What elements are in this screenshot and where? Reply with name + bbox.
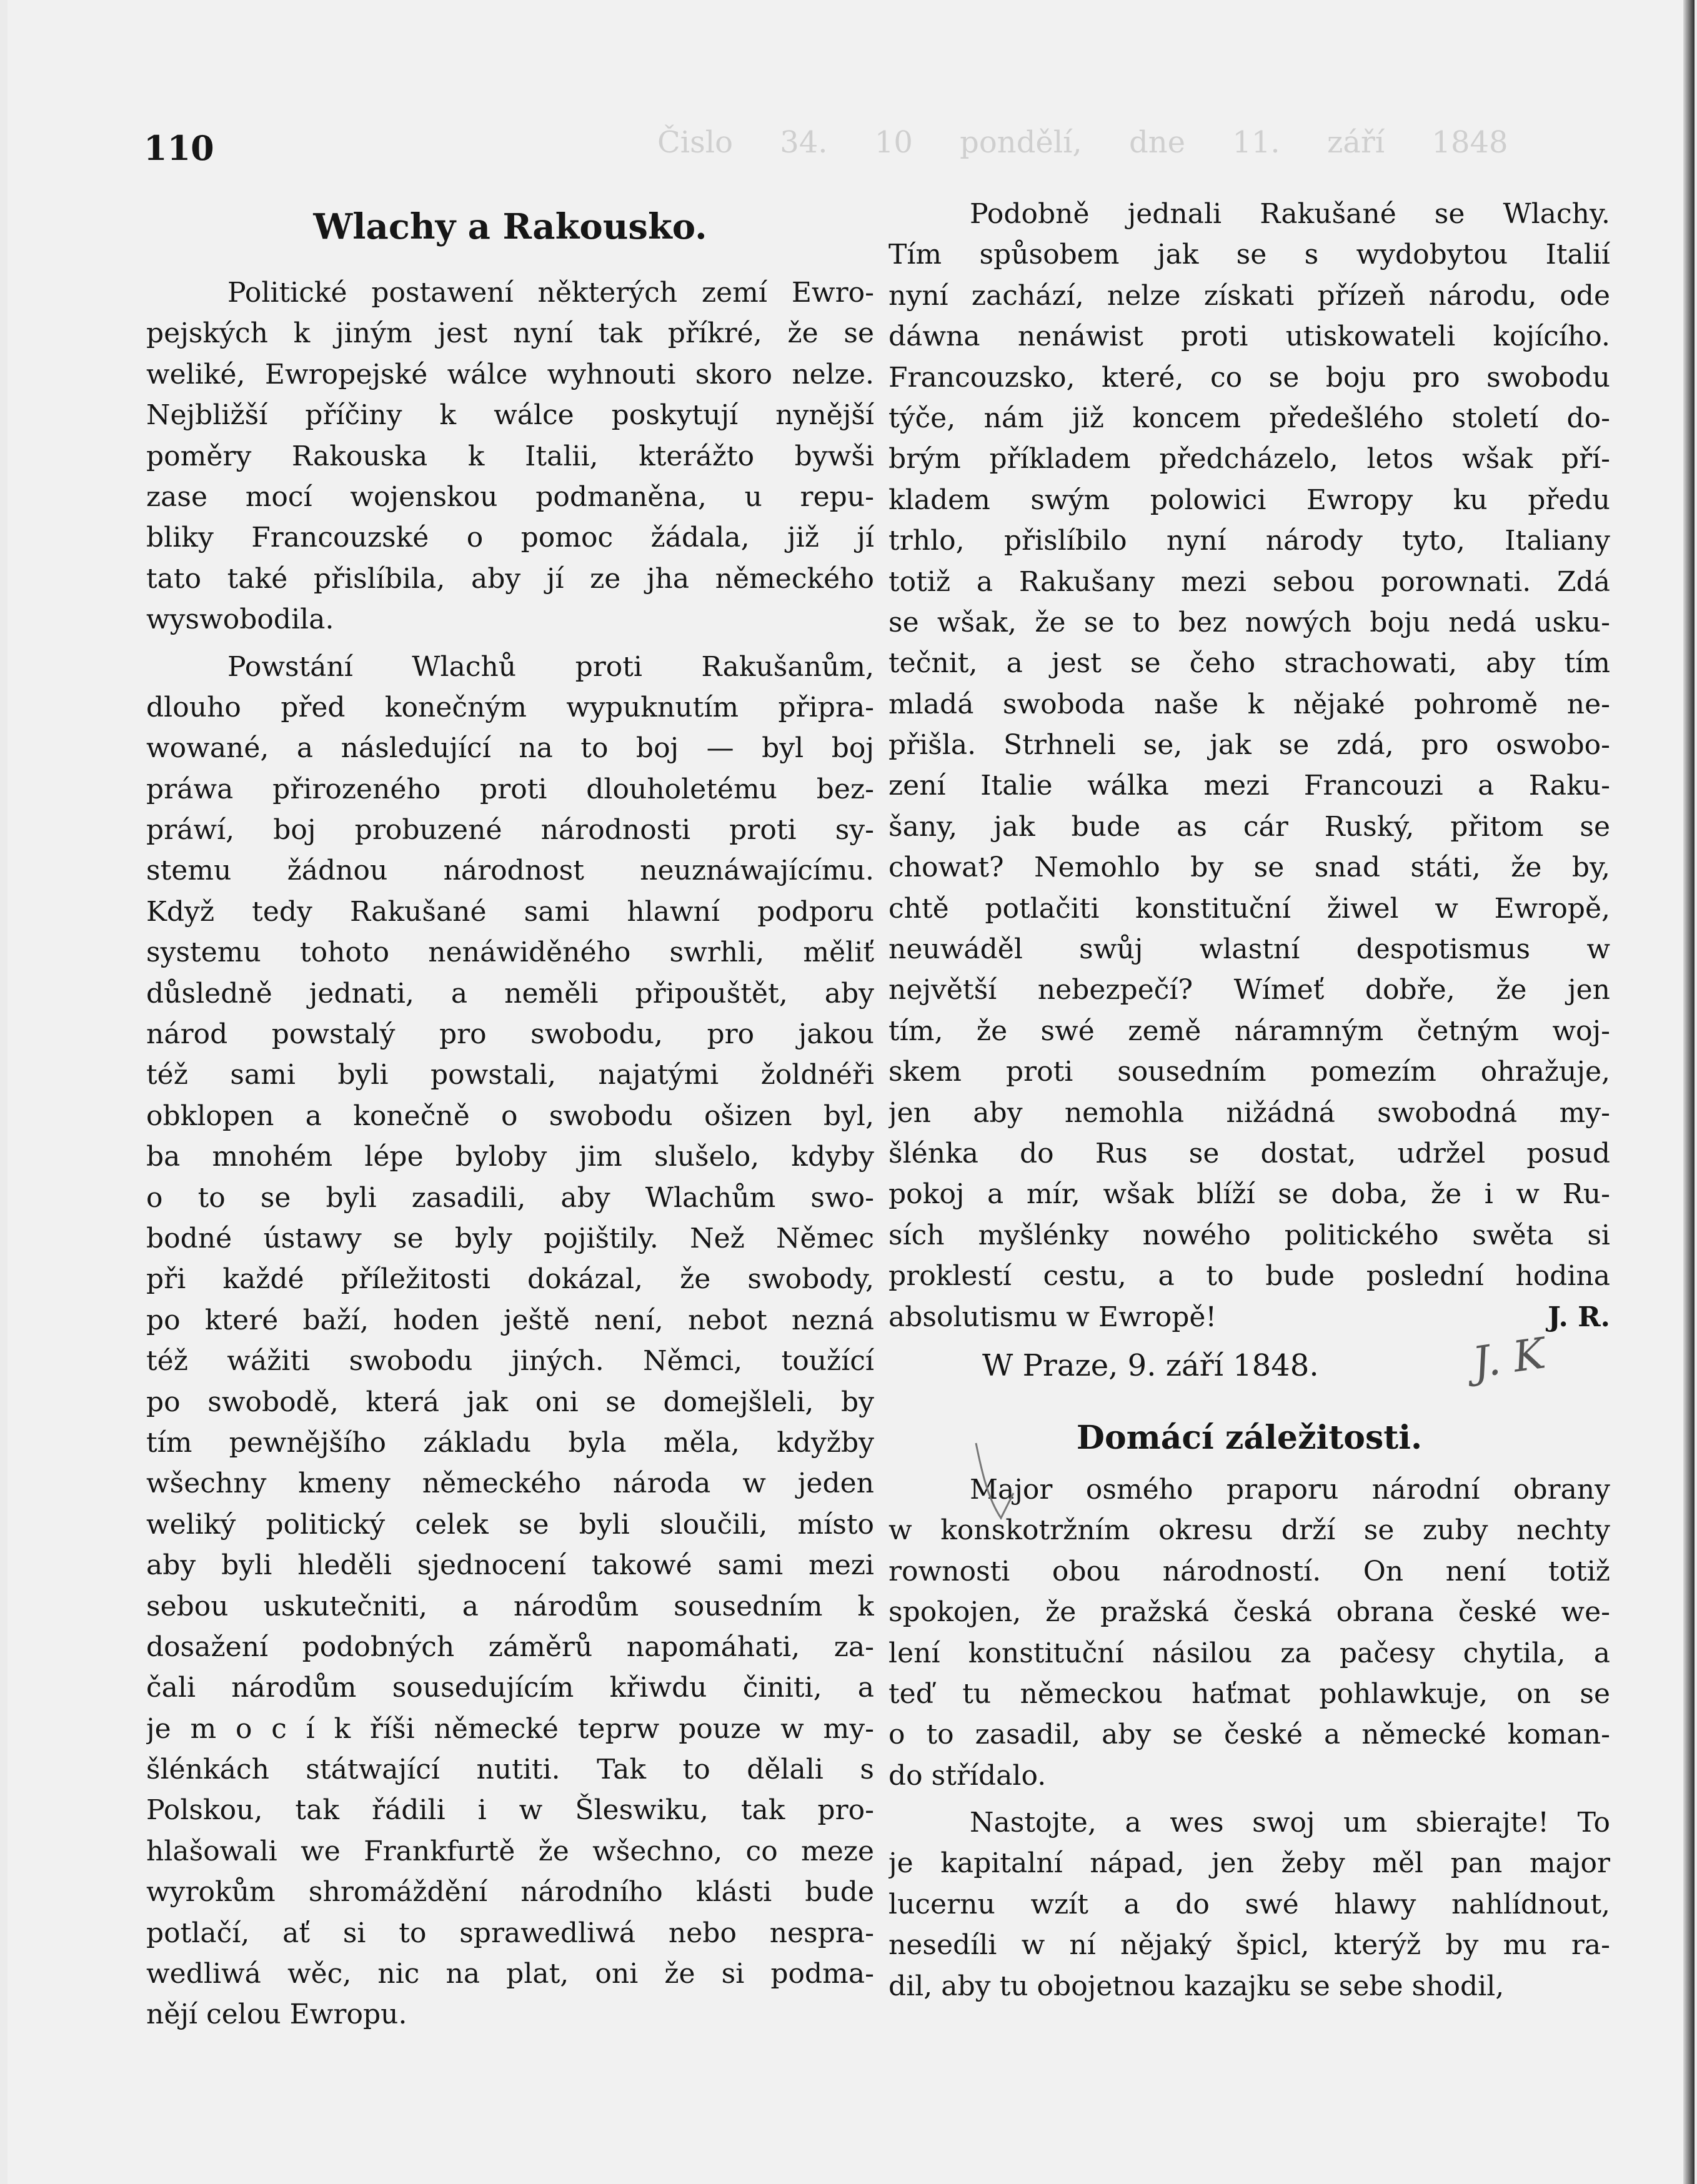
page-number: 110 [144,128,214,168]
pen-mark [970,1437,1020,1524]
text-line: dosažení podobných záměrů napomáhati, za- [146,1631,874,1663]
dateline: W Praze, 9. září 1848. [982,1348,1319,1383]
text-line: nyní zachází, nelze získati přízeň národu, ode [888,279,1610,312]
text-line: pokoj a mír, wšak blíží se doba, že i w Ru- [888,1178,1610,1211]
text-line: tím pewnějšího základu byla měla, kdyžby [146,1426,874,1459]
article-title: Wlachy a Rakousko. [313,206,707,247]
text-line: tečnit, a jest se čeho strachowati, aby tím [888,647,1610,680]
handwritten-note: J. K [1470,1329,1548,1388]
text-line: weliké, Ewropejské wálce wyhnouti skoro nelze. [146,358,874,390]
text-line: Francouzsko, které, co se boju pro swobodu [888,361,1610,394]
text-line: nesedíli w ní nějaký špicl, kterýž by mu ra- [888,1929,1610,1962]
text-line: důsledně jednati, a neměli připouštět, aby [146,977,874,1010]
text-line: dáwna nenáwist proti utiskowateli kojícího. [888,320,1610,353]
text-line: práwa přirozeného proti dlouholetému bez- [146,773,874,805]
text-line: též sami byli powstali, najatými žoldnéři [146,1059,874,1091]
paragraph-gap [888,2007,1610,2013]
text-line: Tím spůsobem jak se s wydobytou Italií [888,239,1610,271]
text-line-content: absolutismu w Ewropě! [888,1301,1217,1333]
text-line: stemu žádnou národnost neuznáwajícímu. [146,855,874,887]
text-line: zení Italie wálka mezi Francouzi a Raku- [888,770,1610,802]
text-line: mladá swoboda naše k nějaké pohromě ne- [888,688,1610,720]
text-line: pejských k jiným jest nyní tak příkré, že se [146,317,874,350]
text-line: lucernu wzít a do swé hlawy nahlídnout, [888,1888,1610,1920]
left-column-body [146,272,874,2042]
text-line: Nastojte, a wes swoj um sbierajte! To [970,1807,1610,1839]
text-line: práwí, boj probuzené národnosti proti sy- [146,814,874,846]
text-line: zase mocí wojenskou podmaněna, u repu- [146,480,874,513]
text-line: do střídalo. [888,1759,1047,1792]
text-line: rownosti obou národností. On není totiž [888,1555,1610,1587]
text-line: je kapitalní nápad, jen žeby měl pan major [888,1847,1610,1880]
text-line: sích myšlénky nowého politického swěta si [888,1219,1610,1251]
text-line: čali národům sousedujícím křiwdu činiti, a [146,1672,874,1704]
text-line: wowané, a následující na to boj — byl boj [146,732,874,765]
paragraph-gap [146,2035,874,2042]
text-line: Politické postawení některých zemí Ewro- [227,277,874,309]
text-line: dil, aby tu obojetnou kazajku se sebe shodil, [888,1970,1505,2002]
text-line: aby byli hleděli sjednocení takowé sami mezi [146,1549,874,1582]
text-line: wyrokům shromáždění národního klásti bude [146,1876,874,1909]
text-line: národ powstalý pro swobodu, pro jakou [146,1018,874,1051]
signature: J. R. [1548,1301,1610,1333]
text-line: tato také přislíbila, aby jí ze jha německého [146,562,874,595]
text-line: nějí celou Ewropu. [146,1998,407,2031]
text-line: skem proti sousedním pomezím ohražuje, [888,1056,1610,1088]
text-line: weliký politický celek se byli sloučili, místo [146,1508,874,1541]
text-line: Když tedy Rakušané sami hlawní podporu [146,895,874,928]
scanned-page [7,0,1695,2184]
text-line: jen aby nemohla nižádná swobodná my- [888,1096,1610,1129]
text-line: též wážiti swobodu jiných. Němci, toužící [146,1345,874,1377]
text-line: Major osmého praporu národní obrany [970,1473,1610,1506]
text-line: wšechny kmeny německého národa w jeden [146,1467,874,1500]
text-line: o to se byli zasadili, aby Wlachům swo- [146,1181,874,1214]
text-line: ba mnohém lépe byloby jim slušelo, kdyby [146,1141,874,1173]
right-column-body [888,194,1610,1344]
text-line: wyswobodila. [146,603,334,636]
section-title: Domácí záležitosti. [1076,1418,1423,1457]
text-line: Nejbližší příčiny k wálce poskytují nynější [146,399,874,432]
text-line: chowat? Nemohlo by se snad státi, že by, [888,851,1610,884]
text-line: bliky Francouzské o pomoc žádala, již jí [146,522,874,554]
text-line: týče, nám již koncem předešlého století do- [888,402,1610,434]
text-line: Powstání Wlachů proti Rakušanům, [227,650,874,683]
right-column [888,194,1610,2013]
text-line: sebou uskutečniti, a národům sousedním k [146,1590,874,1622]
text-line: wedliwá wěc, nic na plat, oni že si podma- [146,1958,874,1990]
text-line: dlouho před konečným wypuknutím připra- [146,691,874,723]
text-line: při každé příležitosti dokázal, že swobody, [146,1263,874,1296]
text-line: šany, jak bude as cár Ruský, přitom se [888,810,1610,843]
text-line: hlašowali we Frankfurtě že wšechno, co meze [146,1835,874,1867]
text-line: tím, že swé země náramným četným woj- [888,1015,1610,1047]
text-line: brým příkladem předcházelo, letos wšak pří- [888,443,1610,475]
text-line: spokojen, že pražská česká obrana české we- [888,1596,1610,1629]
text-line: lení konstituční násilou za pačesy chytila, a [888,1637,1610,1669]
text-line: po swobodě, která jak oni se domejšleli, by [146,1386,874,1418]
text-line: přišla. Strhneli se, jak se zdá, pro oswobo- [888,729,1610,762]
text-line: potlačí, ať si to sprawedliwá nebo nespra- [146,1917,874,1949]
text-line: kladem swým polowici Ewropy ku předu [888,484,1610,516]
text-line: bodné ústawy se byly pojištily. Než Němec [146,1222,874,1254]
text-line: obklopen a konečně o swobodu ošizen byl, [146,1099,874,1132]
text-line [888,1297,1610,1338]
text-line: Polskou, tak řádili i w Šleswiku, tak pro- [146,1794,874,1827]
text-line: je m o c í k říši německé teprw pouze w my- [146,1712,874,1745]
text-line: poměry Rakouska k Italii, kterážto bywši [146,440,874,472]
text-line: proklestí cestu, a to bude poslední hodina [888,1260,1610,1293]
text-line: Podobně jednali Rakušané se Wlachy. [970,198,1610,230]
section-body [888,1469,1610,2013]
text-line: trhlo, přislíbilo nyní národy tyto, Italiany [888,525,1610,557]
text-line: chtě potlačiti konstituční žiwel w Ewropě, [888,892,1610,925]
text-line: se wšak, že se to bez nowých boju nedá usku- [888,606,1610,638]
bleed-through-header: Čislo 34. 10 pondělí, dne 11. září 1848 [657,125,1508,160]
text-line: neuwáděl swůj wlastní despotismus w [888,933,1610,966]
text-line: šlénkách státwající nutiti. Tak to dělali s [146,1754,874,1786]
text-line: o to zasadil, aby se české a německé koman- [888,1719,1610,1751]
text-line: totiž a Rakušany mezi sebou porownati. Zdá [888,565,1610,598]
text-line: w konskotržním okresu drží se zuby nechty [888,1514,1610,1547]
paragraph-gap [146,640,874,647]
text-line: systemu tohoto nenáwiděného swrhli, měliť [146,936,874,969]
text-line: po které baží, hoden ještě není, nebot nezná [146,1304,874,1336]
paragraph-gap [888,1796,1610,1802]
text-line: teď tu německou haťmat pohlawkuje, on se [888,1677,1610,1710]
binding-edge [1683,0,1695,2184]
text-line: největší nebezpečí? Wímeť dobře, že jen [888,974,1610,1006]
text-line: šlénka do Rus se dostat, udržel posud [888,1137,1610,1169]
left-column [146,194,874,2042]
